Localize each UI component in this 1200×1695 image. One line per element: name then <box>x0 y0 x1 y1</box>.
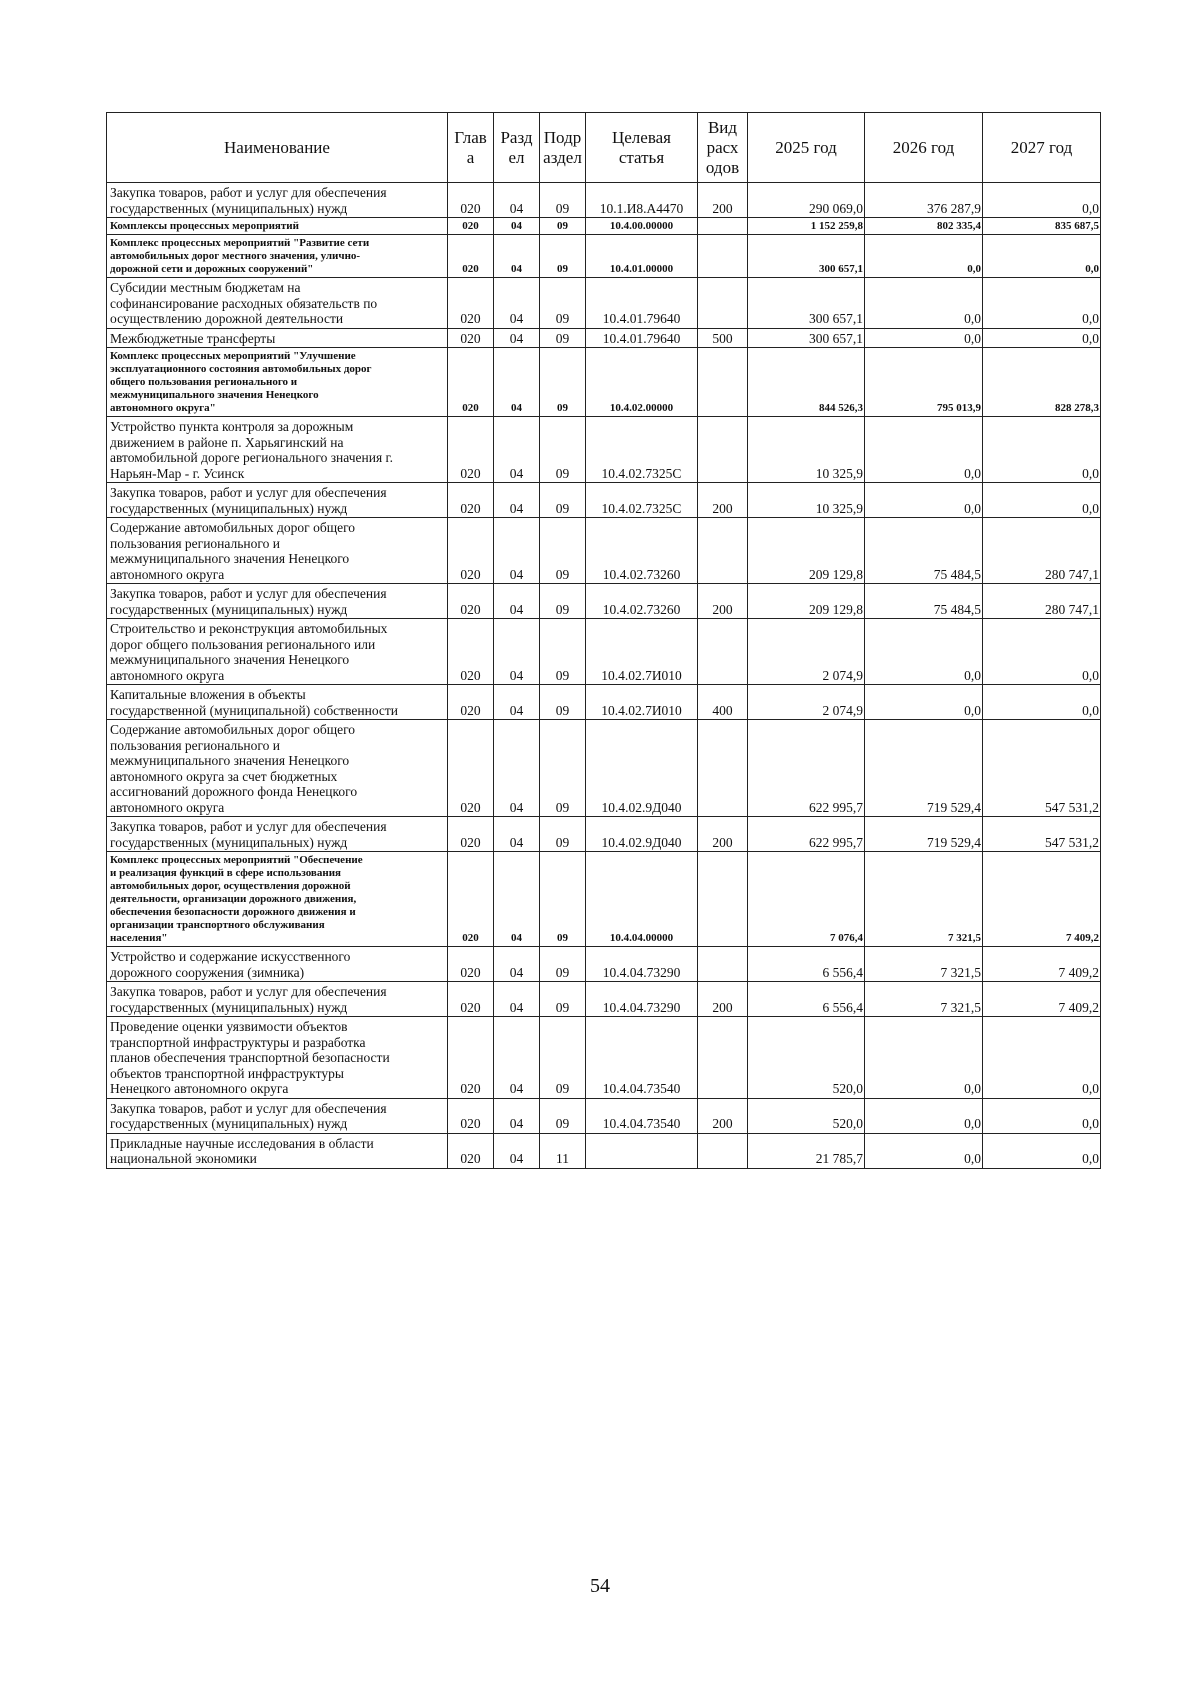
cell-vid <box>698 417 748 483</box>
cell-vid: 200 <box>698 982 748 1017</box>
table-row <box>107 235 1101 278</box>
cell-target: 10.4.02.73260 <box>586 518 698 584</box>
cell-razdel: 04 <box>494 417 540 483</box>
cell-2026: 0,0 <box>865 235 983 278</box>
cell-vid: 200 <box>698 1098 748 1133</box>
cell-target: 10.4.01.00000 <box>586 235 698 278</box>
cell-2025: 209 129,8 <box>748 518 865 584</box>
cell-target: 10.4.04.73540 <box>586 1017 698 1099</box>
cell-razdel: 04 <box>494 619 540 685</box>
cell-2025: 2 074,9 <box>748 685 865 720</box>
cell-razdel: 04 <box>494 218 540 235</box>
table-row <box>107 1133 1101 1168</box>
cell-glava: 020 <box>448 348 494 417</box>
cell-2026: 0,0 <box>865 1133 983 1168</box>
cell-razdel: 04 <box>494 1017 540 1099</box>
cell-2027: 7 409,2 <box>983 852 1101 947</box>
cell-2025: 6 556,4 <box>748 947 865 982</box>
cell-2027: 828 278,3 <box>983 348 1101 417</box>
cell-2025: 520,0 <box>748 1017 865 1099</box>
table-row <box>107 982 1101 1017</box>
cell-razdel: 04 <box>494 518 540 584</box>
cell-vid <box>698 1017 748 1099</box>
cell-glava: 020 <box>448 417 494 483</box>
cell-target: 10.4.02.00000 <box>586 348 698 417</box>
cell-razdel: 04 <box>494 278 540 329</box>
cell-razdel: 04 <box>494 584 540 619</box>
header-vid: Вид расх одов <box>698 113 748 183</box>
cell-vid <box>698 235 748 278</box>
cell-vid: 400 <box>698 685 748 720</box>
cell-razdel: 04 <box>494 348 540 417</box>
cell-vid: 200 <box>698 584 748 619</box>
cell-2026: 0,0 <box>865 685 983 720</box>
table-row <box>107 218 1101 235</box>
cell-2025: 622 995,7 <box>748 817 865 852</box>
cell-vid <box>698 278 748 329</box>
cell-2025: 6 556,4 <box>748 982 865 1017</box>
table-row <box>107 817 1101 852</box>
table-row <box>107 183 1101 218</box>
cell-2025: 7 076,4 <box>748 852 865 947</box>
cell-2025: 290 069,0 <box>748 183 865 218</box>
cell-glava: 020 <box>448 685 494 720</box>
cell-name: Закупка товаров, работ и услуг для обеспечения государственных (муниципальных) нужд <box>107 584 448 619</box>
cell-2027: 835 687,5 <box>983 218 1101 235</box>
cell-glava: 020 <box>448 619 494 685</box>
cell-2027: 0,0 <box>983 685 1101 720</box>
cell-name: Комплекс процессных мероприятий "Развитие сети автомобильных дорог местного значения, улично- дорожной сети и дорожных сооружений" <box>107 235 448 278</box>
cell-target: 10.4.02.73260 <box>586 584 698 619</box>
cell-podrazdel: 09 <box>540 278 586 329</box>
cell-glava: 020 <box>448 720 494 817</box>
table-row <box>107 417 1101 483</box>
cell-glava: 020 <box>448 584 494 619</box>
cell-vid: 200 <box>698 483 748 518</box>
header-2025: 2025 год <box>748 113 865 183</box>
cell-2025: 21 785,7 <box>748 1133 865 1168</box>
cell-podrazdel: 09 <box>540 947 586 982</box>
cell-razdel: 04 <box>494 183 540 218</box>
cell-2025: 300 657,1 <box>748 278 865 329</box>
table-row <box>107 1017 1101 1099</box>
cell-vid <box>698 720 748 817</box>
cell-podrazdel: 09 <box>540 619 586 685</box>
cell-glava: 020 <box>448 483 494 518</box>
cell-2026: 7 321,5 <box>865 852 983 947</box>
cell-glava: 020 <box>448 817 494 852</box>
table-row <box>107 1098 1101 1133</box>
cell-name: Капитальные вложения в объекты государственной (муниципальной) собственности <box>107 685 448 720</box>
cell-podrazdel: 09 <box>540 1017 586 1099</box>
cell-2027: 0,0 <box>983 1098 1101 1133</box>
cell-2025: 10 325,9 <box>748 483 865 518</box>
cell-2025: 1 152 259,8 <box>748 218 865 235</box>
cell-target: 10.1.И8.А4470 <box>586 183 698 218</box>
cell-razdel: 04 <box>494 685 540 720</box>
cell-2026: 0,0 <box>865 328 983 348</box>
cell-2027: 0,0 <box>983 278 1101 329</box>
cell-2026: 0,0 <box>865 278 983 329</box>
cell-podrazdel: 09 <box>540 982 586 1017</box>
cell-2027: 280 747,1 <box>983 584 1101 619</box>
cell-name: Комплекс процессных мероприятий "Обеспечение и реализация функций в сфере использования автомобильных дорог, осуществления дорожной деятельности, организации дорожного движения, обеспечения безопасности дорожного движения и организации транспортного обслуживания населения" <box>107 852 448 947</box>
cell-name: Проведение оценки уязвимости объектов транспортной инфраструктуры и разработка планов обеспечения транспортной безопасности объектов транспортной инфраструктуры Ненецкого автономного округа <box>107 1017 448 1099</box>
table-row <box>107 483 1101 518</box>
cell-razdel: 04 <box>494 328 540 348</box>
budget-table <box>106 112 1101 1169</box>
cell-2025: 2 074,9 <box>748 619 865 685</box>
cell-name: Содержание автомобильных дорог общего пользования регионального и межмуниципального значения Ненецкого автономного округа <box>107 518 448 584</box>
cell-name: Закупка товаров, работ и услуг для обеспечения государственных (муниципальных) нужд <box>107 982 448 1017</box>
cell-target <box>586 1133 698 1168</box>
header-target: Целевая статья <box>586 113 698 183</box>
cell-vid <box>698 947 748 982</box>
cell-2027: 0,0 <box>983 483 1101 518</box>
cell-2026: 376 287,9 <box>865 183 983 218</box>
cell-glava: 020 <box>448 183 494 218</box>
cell-podrazdel: 09 <box>540 483 586 518</box>
cell-glava: 020 <box>448 1017 494 1099</box>
header-2026: 2026 год <box>865 113 983 183</box>
cell-target: 10.4.00.00000 <box>586 218 698 235</box>
cell-name: Закупка товаров, работ и услуг для обеспечения государственных (муниципальных) нужд <box>107 1098 448 1133</box>
cell-name: Закупка товаров, работ и услуг для обеспечения государственных (муниципальных) нужд <box>107 483 448 518</box>
cell-target: 10.4.02.9Д040 <box>586 817 698 852</box>
cell-glava: 020 <box>448 1133 494 1168</box>
cell-podrazdel: 09 <box>540 417 586 483</box>
cell-target: 10.4.02.7325С <box>586 483 698 518</box>
cell-razdel: 04 <box>494 817 540 852</box>
cell-glava: 020 <box>448 278 494 329</box>
cell-podrazdel: 09 <box>540 518 586 584</box>
cell-vid <box>698 619 748 685</box>
cell-2027: 547 531,2 <box>983 817 1101 852</box>
cell-name: Строительство и реконструкция автомобильных дорог общего пользования регионального или межмуниципального значения Ненецкого автономного округа <box>107 619 448 685</box>
cell-podrazdel: 09 <box>540 817 586 852</box>
table-row <box>107 278 1101 329</box>
cell-2026: 0,0 <box>865 483 983 518</box>
cell-2026: 75 484,5 <box>865 584 983 619</box>
cell-podrazdel: 09 <box>540 235 586 278</box>
cell-2025: 209 129,8 <box>748 584 865 619</box>
cell-podrazdel: 09 <box>540 584 586 619</box>
cell-2026: 795 013,9 <box>865 348 983 417</box>
table-body <box>107 183 1101 1169</box>
cell-razdel: 04 <box>494 235 540 278</box>
cell-glava: 020 <box>448 1098 494 1133</box>
table-row <box>107 947 1101 982</box>
cell-name: Закупка товаров, работ и услуг для обеспечения государственных (муниципальных) нужд <box>107 183 448 218</box>
cell-2025: 844 526,3 <box>748 348 865 417</box>
cell-2025: 520,0 <box>748 1098 865 1133</box>
cell-2026: 719 529,4 <box>865 817 983 852</box>
table-row <box>107 518 1101 584</box>
cell-vid: 200 <box>698 183 748 218</box>
cell-vid <box>698 1133 748 1168</box>
cell-2027: 547 531,2 <box>983 720 1101 817</box>
cell-podrazdel: 09 <box>540 183 586 218</box>
cell-vid: 200 <box>698 817 748 852</box>
cell-2025: 300 657,1 <box>748 235 865 278</box>
cell-razdel: 04 <box>494 1098 540 1133</box>
header-glava: Глав а <box>448 113 494 183</box>
cell-podrazdel: 09 <box>540 1098 586 1133</box>
cell-razdel: 04 <box>494 1133 540 1168</box>
cell-glava: 020 <box>448 518 494 584</box>
cell-podrazdel: 09 <box>540 348 586 417</box>
table-row <box>107 720 1101 817</box>
table-row <box>107 852 1101 947</box>
table-row <box>107 348 1101 417</box>
cell-target: 10.4.01.79640 <box>586 328 698 348</box>
table-row <box>107 328 1101 348</box>
cell-target: 10.4.02.7325С <box>586 417 698 483</box>
cell-2027: 0,0 <box>983 1017 1101 1099</box>
cell-2025: 10 325,9 <box>748 417 865 483</box>
cell-target: 10.4.02.7И010 <box>586 619 698 685</box>
cell-2027: 0,0 <box>983 417 1101 483</box>
cell-2027: 0,0 <box>983 1133 1101 1168</box>
cell-name: Межбюджетные трансферты <box>107 328 448 348</box>
cell-name: Субсидии местным бюджетам на софинансирование расходных обязательств по осуществлению дорожной деятельности <box>107 278 448 329</box>
cell-2025: 300 657,1 <box>748 328 865 348</box>
table-row <box>107 685 1101 720</box>
cell-podrazdel: 09 <box>540 720 586 817</box>
cell-podrazdel: 09 <box>540 218 586 235</box>
cell-podrazdel: 09 <box>540 685 586 720</box>
cell-podrazdel: 09 <box>540 852 586 947</box>
cell-glava: 020 <box>448 947 494 982</box>
cell-2025: 622 995,7 <box>748 720 865 817</box>
cell-name: Комплексы процессных мероприятий <box>107 218 448 235</box>
cell-vid <box>698 218 748 235</box>
cell-2027: 0,0 <box>983 183 1101 218</box>
cell-target: 10.4.02.7И010 <box>586 685 698 720</box>
table-row <box>107 584 1101 619</box>
cell-2027: 280 747,1 <box>983 518 1101 584</box>
cell-name: Устройство и содержание искусственного дорожного сооружения (зимника) <box>107 947 448 982</box>
cell-razdel: 04 <box>494 982 540 1017</box>
cell-name: Закупка товаров, работ и услуг для обеспечения государственных (муниципальных) нужд <box>107 817 448 852</box>
page-number: 54 <box>590 1575 610 1597</box>
cell-target: 10.4.04.00000 <box>586 852 698 947</box>
cell-razdel: 04 <box>494 720 540 817</box>
cell-name: Устройство пункта контроля за дорожным движением в районе п. Харьягинский на автомобильной дороге регионального значения г. Нарьян-Мар - г. Усинск <box>107 417 448 483</box>
cell-2026: 0,0 <box>865 1098 983 1133</box>
cell-2026: 802 335,4 <box>865 218 983 235</box>
cell-podrazdel: 11 <box>540 1133 586 1168</box>
cell-2026: 7 321,5 <box>865 982 983 1017</box>
cell-2027: 7 409,2 <box>983 947 1101 982</box>
cell-vid <box>698 518 748 584</box>
cell-vid <box>698 348 748 417</box>
cell-vid: 500 <box>698 328 748 348</box>
cell-razdel: 04 <box>494 483 540 518</box>
cell-name: Содержание автомобильных дорог общего пользования регионального и межмуниципального значения Ненецкого автономного округа за счет бюджетных ассигнований дорожного фонда Ненецкого автономного округа <box>107 720 448 817</box>
cell-2026: 7 321,5 <box>865 947 983 982</box>
cell-2026: 75 484,5 <box>865 518 983 584</box>
cell-target: 10.4.01.79640 <box>586 278 698 329</box>
header-podrazdel: Подр аздел <box>540 113 586 183</box>
cell-name: Прикладные научные исследования в области национальной экономики <box>107 1133 448 1168</box>
header-2027: 2027 год <box>983 113 1101 183</box>
cell-glava: 020 <box>448 852 494 947</box>
cell-target: 10.4.04.73290 <box>586 947 698 982</box>
header-name: Наименование <box>107 113 448 183</box>
cell-2027: 7 409,2 <box>983 982 1101 1017</box>
cell-razdel: 04 <box>494 852 540 947</box>
cell-2027: 0,0 <box>983 619 1101 685</box>
cell-target: 10.4.04.73290 <box>586 982 698 1017</box>
header-razdel: Разд ел <box>494 113 540 183</box>
cell-name: Комплекс процессных мероприятий "Улучшение эксплуатационного состояния автомобильных дорог общего пользования регионального и межмуниципального значения Ненецкого автономного округа" <box>107 348 448 417</box>
cell-podrazdel: 09 <box>540 328 586 348</box>
cell-2027: 0,0 <box>983 235 1101 278</box>
cell-glava: 020 <box>448 982 494 1017</box>
cell-target: 10.4.04.73540 <box>586 1098 698 1133</box>
cell-glava: 020 <box>448 218 494 235</box>
cell-glava: 020 <box>448 328 494 348</box>
cell-razdel: 04 <box>494 947 540 982</box>
table-row <box>107 619 1101 685</box>
cell-2026: 719 529,4 <box>865 720 983 817</box>
header-row <box>107 113 1101 183</box>
cell-2027: 0,0 <box>983 328 1101 348</box>
cell-glava: 020 <box>448 235 494 278</box>
cell-2026: 0,0 <box>865 1017 983 1099</box>
cell-target: 10.4.02.9Д040 <box>586 720 698 817</box>
cell-vid <box>698 852 748 947</box>
cell-2026: 0,0 <box>865 619 983 685</box>
cell-2026: 0,0 <box>865 417 983 483</box>
